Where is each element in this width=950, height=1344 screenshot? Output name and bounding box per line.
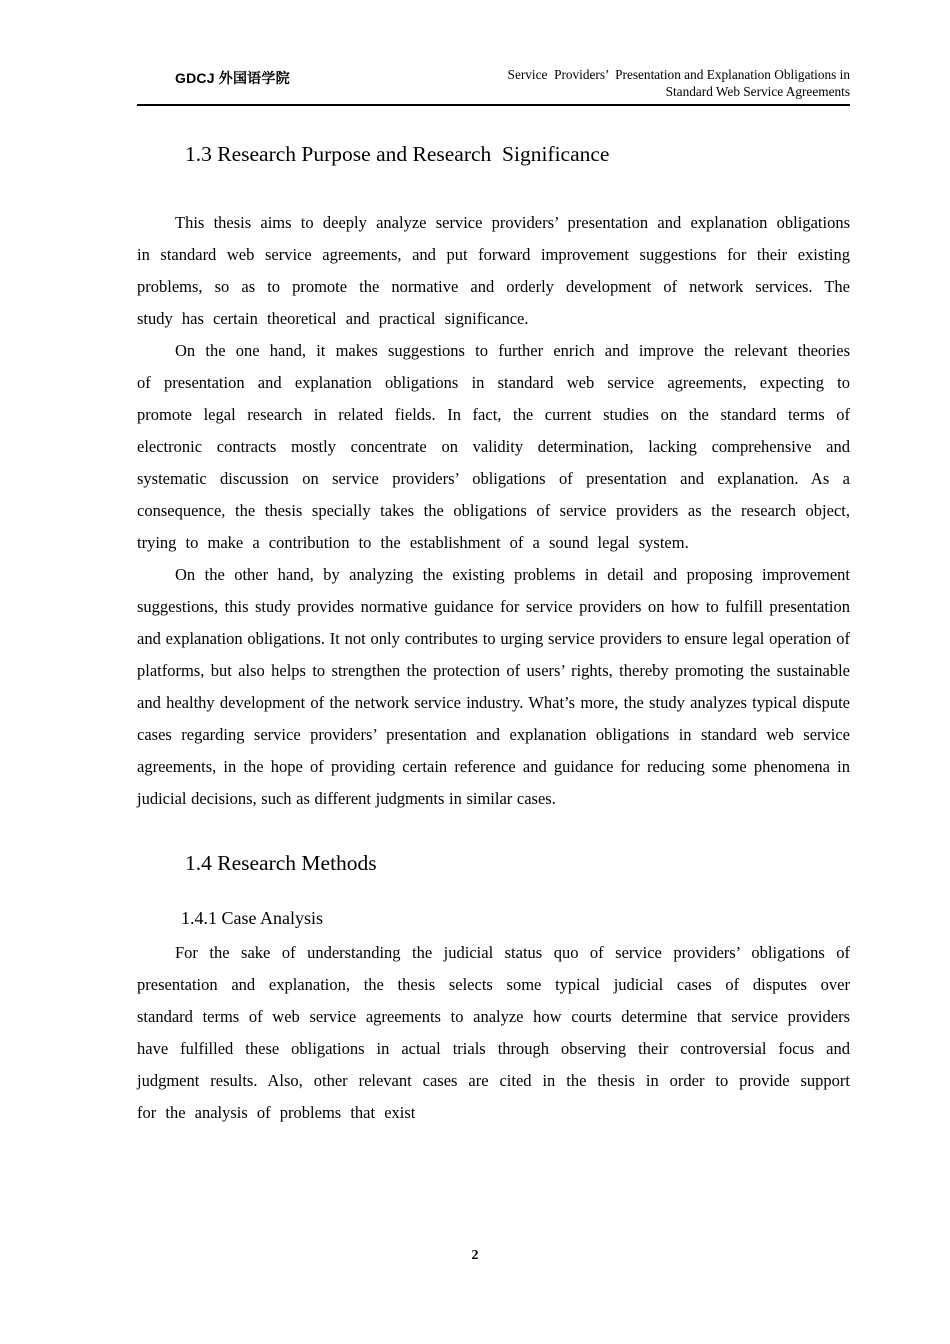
header-running-title-line2: Standard Web Service Agreements — [665, 84, 850, 99]
header-institution: GDCJ 外国语学院 — [175, 70, 290, 86]
page-header — [137, 0, 850, 106]
paragraph-research-purpose-intro: This thesis aims to deeply analyze service providers’ presentation and explanation obligations in standard web service agreements, and put forward improvement suggestions for their existing problems, so as to promote the normative and orderly development of network services. The study has certain theoretical and practical significance. — [137, 213, 850, 328]
paragraph-on-the-other-hand: On the other hand, by analyzing the existing problems in detail and proposing improvement suggestions, this study provides normative guidance for service providers on how to fulfill presentation and explanation obligations. It not only contributes to urging service providers to ensure legal operation of platforms, but also helps to strengthen the protection of users’ rights, thereby promoting the sustainable and healthy development of the network service industry. What’s more, the study analyzes typical dispute cases regarding service providers’ presentation and explanation obligations in standard web service agreements, in the hope of providing certain reference and guidance for reducing some phenomena in judicial decisions, such as different judgments in similar cases. — [137, 565, 850, 808]
section-heading-1-3: 1.3 Research Purpose and Research Significance — [185, 142, 610, 166]
section-heading-1-4: 1.4 Research Methods — [185, 851, 377, 875]
header-running-title-line1: Service Providers’ Presentation and Explanation Obligations in — [507, 67, 850, 82]
page-content — [137, 0, 850, 1129]
paragraph-case-analysis: For the sake of understanding the judicial status quo of service providers’ obligations of presentation and explanation, the thesis selects some typical judicial cases of disputes over standard terms of web service agreements to analyze how courts determine that service providers have fulfilled these obligations in actual trials through observing their controversial focus and judgment results. Also, other relevant cases are cited in the thesis in order to provide support for the analysis of problems that exist — [137, 943, 850, 1122]
subsection-heading-1-4-1: 1.4.1 Case Analysis — [181, 908, 323, 928]
page-number: 2 — [471, 1248, 479, 1263]
paragraph-on-the-one-hand: On the one hand, it makes suggestions to further enrich and improve the relevant theories of presentation and explanation obligations in standard web service agreements, expecting to promote legal research in related fields. In fact, the current studies on the standard terms of electronic contracts mostly concentrate on validity determination, lacking comprehensive and systematic discussion on service providers’ obligations of presentation and explanation. As a consequence, the thesis specially takes the obligations of service providers as the research object, trying to make a contribution to the establishment of a sound legal system. — [137, 341, 850, 552]
header-running-title — [508, 66, 850, 100]
